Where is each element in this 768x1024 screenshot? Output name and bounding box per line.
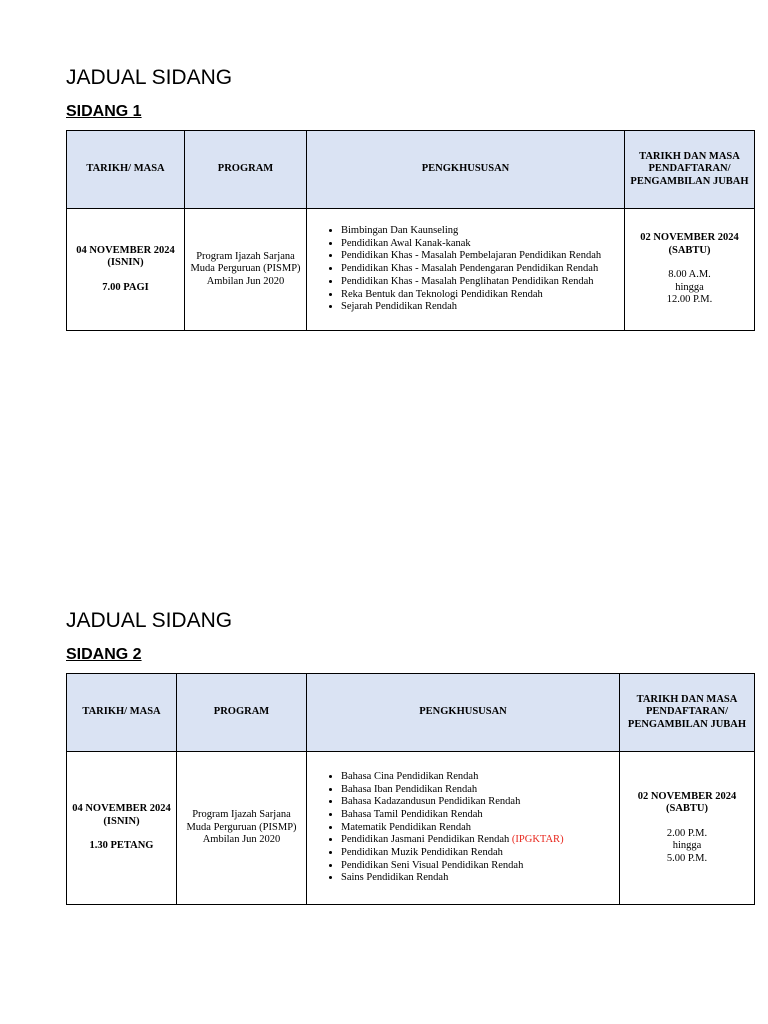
- registration-to: hingga: [675, 281, 704, 293]
- session-title-1: SIDANG 1: [66, 103, 142, 120]
- list-item: • Bimbingan Dan Kaunseling: [341, 225, 620, 238]
- date-time-cell: [67, 752, 177, 905]
- list-item: • Matematik Pendidikan Rendah: [341, 822, 615, 835]
- specialization-list: [311, 771, 615, 885]
- specialization-cell: [307, 209, 625, 331]
- campus-note: (IPGKTAR): [511, 834, 564, 846]
- list-item: • Bahasa Kadazandusun Pendidikan Rendah: [341, 796, 615, 809]
- list-item: • Pendidikan Awal Kanak-kanak: [341, 238, 620, 251]
- table-header-row: [67, 131, 755, 209]
- session-day: (ISNIN): [107, 257, 144, 269]
- list-item: • Bahasa Iban Pendidikan Rendah: [341, 784, 615, 797]
- registration-end: 5.00 P.M.: [666, 852, 708, 864]
- table-row: [67, 752, 755, 905]
- registration-date: 02 NOVEMBER 2024: [637, 790, 737, 802]
- list-item: • Pendidikan Seni Visual Pendidikan Rendah: [341, 860, 615, 873]
- registration-day: (SABTU): [668, 244, 711, 256]
- header-program: PROGRAM: [185, 131, 307, 209]
- schedule-table-2: [66, 673, 755, 905]
- registration-start: 2.00 P.M.: [666, 827, 708, 839]
- list-item: [341, 834, 615, 847]
- list-item: • Sains Pendidikan Rendah: [341, 872, 615, 885]
- registration-date: 02 NOVEMBER 2024: [640, 232, 739, 244]
- session-date: 04 NOVEMBER 2024: [76, 244, 175, 256]
- schedule-heading-2: JADUAL SIDANG: [66, 609, 233, 632]
- list-item: • Pendidikan Khas - Masalah Pendengaran Pendidikan Rendah: [341, 263, 620, 276]
- date-time-cell: [67, 209, 185, 331]
- specialization-list: [311, 225, 620, 314]
- table-header-row: [67, 674, 755, 752]
- registration-cell: [620, 752, 755, 905]
- specialization-cell: [307, 752, 620, 905]
- registration-day: (SABTU): [665, 803, 708, 815]
- table-row: [67, 209, 755, 331]
- session-day: (ISNIN): [103, 815, 140, 827]
- session-date: 04 NOVEMBER 2024: [72, 803, 171, 815]
- list-item: • Sejarah Pendidikan Rendah: [341, 301, 620, 314]
- list-item: • Pendidikan Khas - Masalah Penglihatan Pendidikan Rendah: [341, 276, 620, 289]
- list-item: • Reka Bentuk dan Teknologi Pendidikan Rendah: [341, 289, 620, 302]
- session-time: 7.00 PAGI: [102, 281, 149, 293]
- session-title-2: SIDANG 2: [66, 646, 142, 663]
- header-registration: TARIKH DAN MASA PENDAFTARAN/ PENGAMBILAN JUBAH: [620, 674, 755, 752]
- list-item: • Bahasa Tamil Pendidikan Rendah: [341, 809, 615, 822]
- header-date-time: TARIKH/ MASA: [67, 131, 185, 209]
- header-registration: TARIKH DAN MASA PENDAFTARAN/ PENGAMBILAN JUBAH: [625, 131, 755, 209]
- schedule-table-1: [66, 130, 755, 331]
- session-time: 1.30 PETANG: [89, 840, 154, 852]
- header-specialization: PENGKHUSUSAN: [307, 131, 625, 209]
- header-date-time: TARIKH/ MASA: [67, 674, 177, 752]
- list-item: • Pendidikan Muzik Pendidikan Rendah: [341, 847, 615, 860]
- program-cell: Program Ijazah Sarjana Muda Perguruan (PISMP) Ambilan Jun 2020: [177, 752, 307, 905]
- registration-to: hingga: [672, 840, 702, 852]
- list-item: • Pendidikan Khas - Masalah Pembelajaran Pendidikan Rendah: [341, 250, 620, 263]
- program-cell: Program Ijazah Sarjana Muda Perguruan (PISMP) Ambilan Jun 2020: [185, 209, 307, 331]
- registration-cell: [625, 209, 755, 331]
- list-item: • Bahasa Cina Pendidikan Rendah: [341, 771, 615, 784]
- header-program: PROGRAM: [177, 674, 307, 752]
- registration-start: 8.00 A.M.: [668, 269, 711, 281]
- header-specialization: PENGKHUSUSAN: [307, 674, 620, 752]
- schedule-heading-1: JADUAL SIDANG: [66, 66, 233, 89]
- registration-end: 12.00 P.M.: [666, 294, 713, 306]
- list-item-text: Pendidikan Jasmani Pendidikan Rendah: [341, 834, 510, 846]
